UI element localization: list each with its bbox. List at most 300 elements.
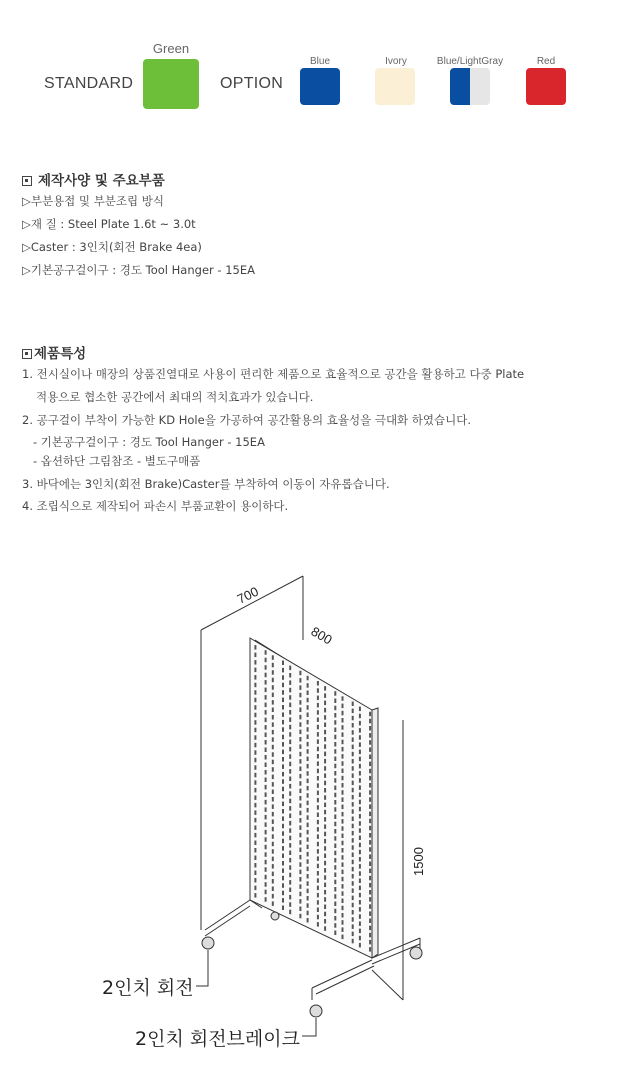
- peg-hole: [254, 698, 256, 703]
- peg-hole: [299, 877, 301, 882]
- peg-hole: [317, 761, 319, 766]
- peg-hole: [282, 675, 284, 680]
- peg-hole: [352, 737, 354, 742]
- peg-hole: [352, 730, 354, 735]
- peg-hole: [272, 901, 274, 906]
- peg-hole: [282, 757, 284, 762]
- peg-hole: [307, 801, 309, 806]
- peg-hole: [334, 757, 336, 762]
- peg-hole: [299, 818, 301, 823]
- peg-hole: [324, 890, 326, 895]
- peg-hole: [317, 798, 319, 803]
- peg-hole: [282, 661, 284, 666]
- peg-hole: [359, 821, 361, 826]
- peg-hole: [369, 869, 371, 874]
- peg-hole: [254, 810, 256, 815]
- peg-hole: [289, 828, 291, 833]
- peg-hole: [254, 848, 256, 853]
- peg-hole: [272, 812, 274, 817]
- peg-hole: [317, 710, 319, 715]
- peg-hole: [265, 867, 267, 872]
- peg-hole: [307, 830, 309, 835]
- peg-hole: [265, 688, 267, 693]
- peg-hole: [352, 824, 354, 829]
- peg-hole: [317, 842, 319, 847]
- peg-hole: [317, 732, 319, 737]
- peg-hole: [289, 762, 291, 767]
- peg-hole: [334, 916, 336, 921]
- peg-hole: [282, 816, 284, 821]
- peg-hole: [254, 803, 256, 808]
- spec-heading: [22, 169, 165, 189]
- peg-hole: [299, 730, 301, 735]
- peg-hole: [289, 858, 291, 863]
- peg-hole: [272, 827, 274, 832]
- features-heading: [22, 342, 86, 362]
- peg-hole: [299, 767, 301, 772]
- peg-hole: [334, 699, 336, 704]
- peg-hole: [359, 735, 361, 740]
- peg-hole: [369, 890, 371, 895]
- feature-line: - 옵션하단 그림참조 - 별도구매품: [33, 454, 201, 468]
- peg-hole: [359, 864, 361, 869]
- peg-hole: [289, 865, 291, 870]
- peg-hole: [254, 705, 256, 710]
- peg-hole: [334, 851, 336, 856]
- peg-hole: [359, 771, 361, 776]
- peg-hole: [359, 714, 361, 719]
- peg-hole: [342, 776, 344, 781]
- peg-hole: [307, 852, 309, 857]
- peg-hole: [307, 867, 309, 872]
- peg-hole: [334, 858, 336, 863]
- peg-hole: [352, 939, 354, 944]
- peg-hole: [254, 668, 256, 673]
- peg-hole: [334, 887, 336, 892]
- feature-line: 3. 바닥에는 3인치(회전 Brake)Caster를 부착하여 이동이 자유롭습니다.: [22, 477, 390, 491]
- feature-line: - 기본공구걸이구 : 경도 Tool Hanger - 15EA: [33, 435, 265, 449]
- peg-hole: [282, 787, 284, 792]
- peg-hole: [369, 740, 371, 745]
- peg-hole: [289, 784, 291, 789]
- peg-hole: [359, 836, 361, 841]
- peg-hole: [254, 788, 256, 793]
- peg-hole: [272, 864, 274, 869]
- peg-hole: [289, 732, 291, 737]
- peg-hole: [272, 879, 274, 884]
- peg-hole: [352, 888, 354, 893]
- peg-hole: [307, 786, 309, 791]
- peg-hole: [289, 710, 291, 715]
- peg-hole: [282, 861, 284, 866]
- dim-width: 800: [308, 623, 335, 648]
- peg-hole: [352, 910, 354, 915]
- peg-hole: [352, 831, 354, 836]
- peg-hole: [352, 838, 354, 843]
- peg-hole: [282, 794, 284, 799]
- peg-hole: [359, 721, 361, 726]
- peg-hole: [289, 880, 291, 885]
- peg-hole: [265, 875, 267, 880]
- peg-hole: [299, 759, 301, 764]
- peg-hole: [352, 781, 354, 786]
- peg-hole: [289, 754, 291, 759]
- peg-hole: [359, 907, 361, 912]
- peg-hole: [369, 812, 371, 817]
- peg-hole: [359, 914, 361, 919]
- peg-hole: [352, 917, 354, 922]
- peg-hole: [272, 767, 274, 772]
- peg-hole: [359, 778, 361, 783]
- peg-hole: [307, 698, 309, 703]
- peg-hole: [342, 797, 344, 802]
- peg-hole: [289, 821, 291, 826]
- peg-hole: [299, 781, 301, 786]
- peg-hole: [342, 718, 344, 723]
- peg-hole: [289, 703, 291, 708]
- peg-hole: [307, 793, 309, 798]
- dim-height: 1500: [411, 847, 426, 876]
- peg-hole: [334, 807, 336, 812]
- peg-hole: [272, 722, 274, 727]
- peg-hole: [334, 815, 336, 820]
- peg-hole: [324, 926, 326, 931]
- red-label: Red: [536, 56, 556, 67]
- peg-hole: [299, 848, 301, 853]
- peg-hole: [307, 705, 309, 710]
- square-bullet-icon: [22, 176, 32, 186]
- peg-hole: [299, 796, 301, 801]
- peg-hole: [307, 779, 309, 784]
- peg-hole: [254, 863, 256, 868]
- peg-hole: [299, 855, 301, 860]
- peg-hole: [289, 747, 291, 752]
- peg-hole: [265, 763, 267, 768]
- peg-hole: [359, 871, 361, 876]
- peg-hole: [254, 660, 256, 665]
- peg-hole: [289, 777, 291, 782]
- dim-depth: 700: [234, 583, 261, 607]
- peg-hole: [272, 737, 274, 742]
- peg-hole: [307, 727, 309, 732]
- peg-hole: [334, 713, 336, 718]
- spec-item: ▷부분용접 및 부분조립 방식: [22, 194, 165, 208]
- peg-hole: [359, 857, 361, 862]
- peg-hole: [272, 887, 274, 892]
- peg-hole: [324, 686, 326, 691]
- peg-hole: [289, 873, 291, 878]
- peg-hole: [324, 883, 326, 888]
- peg-hole: [342, 805, 344, 810]
- peg-hole: [324, 744, 326, 749]
- peg-hole: [299, 811, 301, 816]
- peg-hole: [265, 822, 267, 827]
- peg-hole: [272, 842, 274, 847]
- peg-hole: [359, 764, 361, 769]
- peg-hole: [265, 695, 267, 700]
- peg-hole: [369, 797, 371, 802]
- peg-hole: [324, 723, 326, 728]
- peg-hole: [342, 812, 344, 817]
- peg-hole: [324, 861, 326, 866]
- peg-hole: [342, 754, 344, 759]
- blue-lightgray-swatch: [450, 68, 490, 105]
- peg-hole: [289, 680, 291, 685]
- peg-hole: [334, 894, 336, 899]
- peg-hole: [265, 673, 267, 678]
- peg-hole: [299, 671, 301, 676]
- peg-hole: [307, 764, 309, 769]
- peg-hole: [307, 911, 309, 916]
- peg-hole: [369, 876, 371, 881]
- peg-hole: [272, 894, 274, 899]
- peg-hole: [289, 902, 291, 907]
- peg-hole: [272, 760, 274, 765]
- peg-hole: [334, 909, 336, 914]
- peg-hole: [307, 713, 309, 718]
- peg-hole: [282, 831, 284, 836]
- peg-hole: [317, 747, 319, 752]
- peg-hole: [289, 895, 291, 900]
- peg-hole: [272, 678, 274, 683]
- peg-hole: [342, 711, 344, 716]
- peg-hole: [342, 747, 344, 752]
- peg-hole: [324, 905, 326, 910]
- peg-hole: [334, 844, 336, 849]
- peg-hole: [272, 819, 274, 824]
- peg-hole: [282, 906, 284, 911]
- peg-hole: [324, 781, 326, 786]
- peg-hole: [289, 769, 291, 774]
- peg-hole: [282, 846, 284, 851]
- peg-hole: [307, 808, 309, 813]
- peg-hole: [324, 839, 326, 844]
- peg-hole: [342, 819, 344, 824]
- peg-hole: [289, 806, 291, 811]
- spec-item: ▷재 질 : Steel Plate 1.6t ~ 3.0t: [22, 217, 196, 231]
- peg-hole: [342, 790, 344, 795]
- peg-hole: [282, 876, 284, 881]
- peg-hole: [317, 696, 319, 701]
- peg-hole: [352, 802, 354, 807]
- peg-hole: [359, 728, 361, 733]
- peg-hole: [265, 845, 267, 850]
- peg-hole: [307, 845, 309, 850]
- peg-hole: [307, 903, 309, 908]
- peg-hole: [282, 809, 284, 814]
- spec-title: 제작사양 및 주요부품: [38, 173, 165, 189]
- peg-hole: [369, 883, 371, 888]
- peg-hole: [254, 893, 256, 898]
- peg-hole: [299, 870, 301, 875]
- peg-hole: [272, 804, 274, 809]
- peg-hole: [317, 769, 319, 774]
- peg-hole: [317, 805, 319, 810]
- peg-hole: [324, 795, 326, 800]
- peg-hole: [289, 843, 291, 848]
- peg-hole: [299, 752, 301, 757]
- peg-hole: [317, 900, 319, 905]
- peg-hole: [359, 828, 361, 833]
- peg-hole: [272, 797, 274, 802]
- peg-hole: [289, 851, 291, 856]
- peg-hole: [342, 841, 344, 846]
- features-title: 제품특성: [34, 346, 87, 362]
- peg-hole: [265, 658, 267, 663]
- peg-hole: [324, 701, 326, 706]
- peg-hole: [272, 752, 274, 757]
- peg-hole: [272, 693, 274, 698]
- peg-hole: [307, 837, 309, 842]
- peg-hole: [265, 755, 267, 760]
- peg-hole: [352, 702, 354, 707]
- peg-hole: [324, 846, 326, 851]
- peg-hole: [342, 935, 344, 940]
- peg-hole: [272, 775, 274, 780]
- peg-hole: [352, 773, 354, 778]
- peg-hole: [334, 902, 336, 907]
- peg-hole: [352, 903, 354, 908]
- peg-hole: [299, 840, 301, 845]
- peg-hole: [359, 757, 361, 762]
- peg-hole: [342, 927, 344, 932]
- peg-hole: [352, 809, 354, 814]
- blue-label: Blue: [309, 56, 330, 67]
- peg-hole: [307, 881, 309, 886]
- peg-hole: [324, 693, 326, 698]
- peg-hole: [265, 792, 267, 797]
- peg-hole: [324, 766, 326, 771]
- peg-hole: [369, 854, 371, 859]
- peg-hole: [282, 764, 284, 769]
- peg-hole: [334, 822, 336, 827]
- peg-hole: [265, 650, 267, 655]
- peg-hole: [317, 688, 319, 693]
- peg-hole: [317, 849, 319, 854]
- peg-hole: [254, 713, 256, 718]
- peg-hole: [282, 891, 284, 896]
- peg-hole: [369, 847, 371, 852]
- peg-hole: [254, 645, 256, 650]
- peg-hole: [307, 889, 309, 894]
- peg-hole: [324, 788, 326, 793]
- peg-hole: [359, 929, 361, 934]
- peg-hole: [317, 783, 319, 788]
- peg-hole: [272, 670, 274, 675]
- peg-hole: [282, 802, 284, 807]
- peg-hole: [307, 749, 309, 754]
- peg-hole: [299, 722, 301, 727]
- peg-hole: [324, 817, 326, 822]
- peg-hole: [299, 708, 301, 713]
- peg-hole: [254, 833, 256, 838]
- peg-hole: [272, 782, 274, 787]
- peg-hole: [254, 675, 256, 680]
- peg-hole: [272, 745, 274, 750]
- peg-hole: [342, 862, 344, 867]
- peg-hole: [352, 874, 354, 879]
- peg-hole: [369, 947, 371, 952]
- peg-hole: [289, 814, 291, 819]
- peg-hole: [359, 793, 361, 798]
- peg-hole: [369, 733, 371, 738]
- feature-line: 적용으로 협소한 공간에서 최대의 적치효과가 있습니다.: [36, 390, 314, 404]
- peg-hole: [352, 867, 354, 872]
- peg-hole: [369, 747, 371, 752]
- peg-hole: [317, 922, 319, 927]
- peg-hole: [265, 897, 267, 902]
- peg-hole: [265, 703, 267, 708]
- peg-hole: [352, 709, 354, 714]
- product-drawing: [0, 560, 619, 1073]
- peg-hole: [272, 708, 274, 713]
- peg-hole: [289, 673, 291, 678]
- peg-hole: [265, 710, 267, 715]
- peg-hole: [307, 683, 309, 688]
- peg-hole: [359, 800, 361, 805]
- peg-hole: [289, 695, 291, 700]
- peg-hole: [299, 899, 301, 904]
- ivory-label: Ivory: [385, 56, 407, 67]
- peg-hole: [369, 776, 371, 781]
- peg-hole: [369, 804, 371, 809]
- peg-hole: [254, 795, 256, 800]
- peg-hole: [317, 754, 319, 759]
- peg-hole: [317, 908, 319, 913]
- peg-hole: [254, 750, 256, 755]
- peg-hole: [324, 708, 326, 713]
- peg-hole: [265, 725, 267, 730]
- peg-hole: [369, 755, 371, 760]
- peg-hole: [342, 834, 344, 839]
- peg-hole: [307, 676, 309, 681]
- peg-hole: [324, 759, 326, 764]
- peg-hole: [334, 793, 336, 798]
- peg-hole: [254, 683, 256, 688]
- peg-hole: [282, 772, 284, 777]
- peg-hole: [289, 717, 291, 722]
- peg-hole: [334, 923, 336, 928]
- peg-hole: [352, 716, 354, 721]
- peg-hole: [342, 732, 344, 737]
- peg-hole: [289, 740, 291, 745]
- peg-hole: [299, 789, 301, 794]
- feature-line: 1. 전시실이나 매장의 상품진열대로 사용이 편리한 제품으로 효율적으로 공간을 활용하고 다중 Plate: [22, 367, 525, 381]
- peg-hole: [334, 880, 336, 885]
- peg-hole: [265, 830, 267, 835]
- peg-hole: [369, 712, 371, 717]
- peg-hole: [254, 728, 256, 733]
- peg-hole: [369, 719, 371, 724]
- peg-hole: [342, 769, 344, 774]
- peg-hole: [289, 836, 291, 841]
- peg-hole: [317, 871, 319, 876]
- peg-hole: [369, 826, 371, 831]
- peg-hole: [317, 703, 319, 708]
- peg-hole: [272, 849, 274, 854]
- peg-hole: [342, 920, 344, 925]
- peg-hole: [299, 825, 301, 830]
- peg-hole: [342, 696, 344, 701]
- red-swatch: [526, 68, 566, 105]
- peg-hole: [317, 739, 319, 744]
- peg-hole: [272, 834, 274, 839]
- peg-hole: [369, 726, 371, 731]
- peg-hole: [299, 737, 301, 742]
- peg-hole: [282, 720, 284, 725]
- peg-hole: [254, 690, 256, 695]
- peg-hole: [342, 884, 344, 889]
